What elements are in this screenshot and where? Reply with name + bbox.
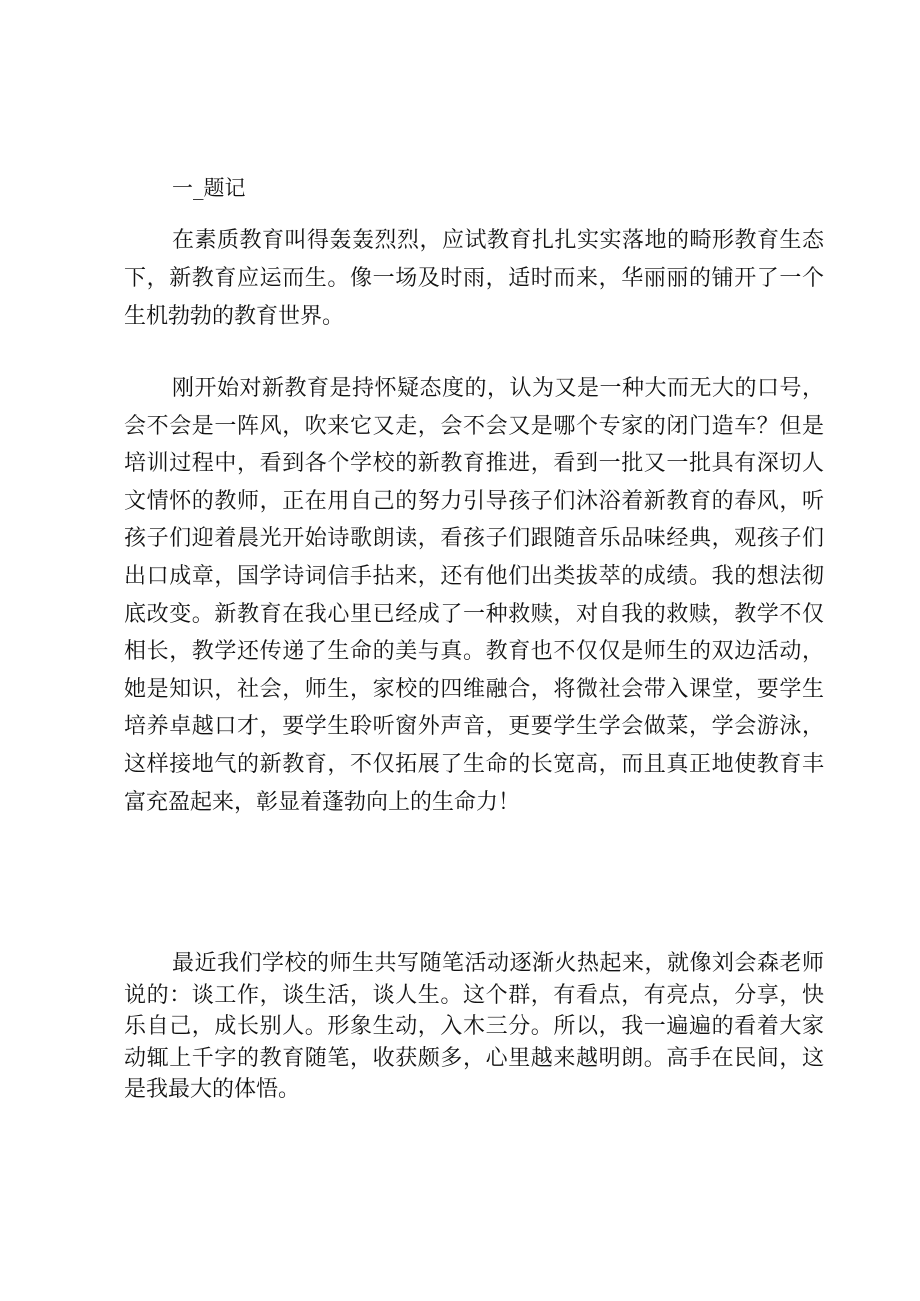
section-heading: 一_题记 bbox=[172, 176, 246, 200]
paragraph-essay-activity: 最近我们学校的师生共写随笔活动逐渐火热起来，就像刘会森老师说的：谈工作，谈生活，谈人生。这个群，有看点，有亮点，分享，快乐自己，成长别人。形象生动，入木三分。所以，我一遍遍的看着大家动辄上千字的教育随笔，收获颇多，心里越来越明朗。高手在民间，这是我最大的体悟。 bbox=[124, 951, 824, 1102]
paragraph-reflection: 刚开始对新教育是持怀疑态度的，认为又是一种大而无大的口号，会不会是一阵风，吹来它又走，会不会又是哪个专家的闭门造车？但是培训过程中，看到各个学校的新教育推进，看到一批又一批具有深切人文情怀的教师，正在用自己的努力引导孩子们沐浴着新教育的春风，听孩子们迎着晨光开始诗歌朗读，看孩子们跟随音乐品味经典，观孩子们出口成章，国学诗词信手拈来，还有他们出类拔萃的成绩。我的想法彻底改变。新教育在我心里已经成了一种救赎，对自我的救赎，教学不仅相长，教学还传递了生命的美与真。教育也不仅仅是师生的双边活动，她是知识，社会，师生，家校的四维融合，将微社会带入课堂，要学生培养卓越口才，要学生聆听窗外声音，更要学生学会做菜，学会游泳，这样接地气的新教育，不仅拓展了生命的长宽高，而且真正地使教育丰富充盈起来，彰显着蓬勃向上的生命力！ bbox=[124, 376, 824, 815]
paragraph-intro: 在素质教育叫得轰轰烈烈，应试教育扎扎实实落地的畸形教育生态下，新教育应运而生。像一场及时雨，适时而来，华丽丽的铺开了一个生机勃勃的教育世界。 bbox=[124, 228, 824, 329]
